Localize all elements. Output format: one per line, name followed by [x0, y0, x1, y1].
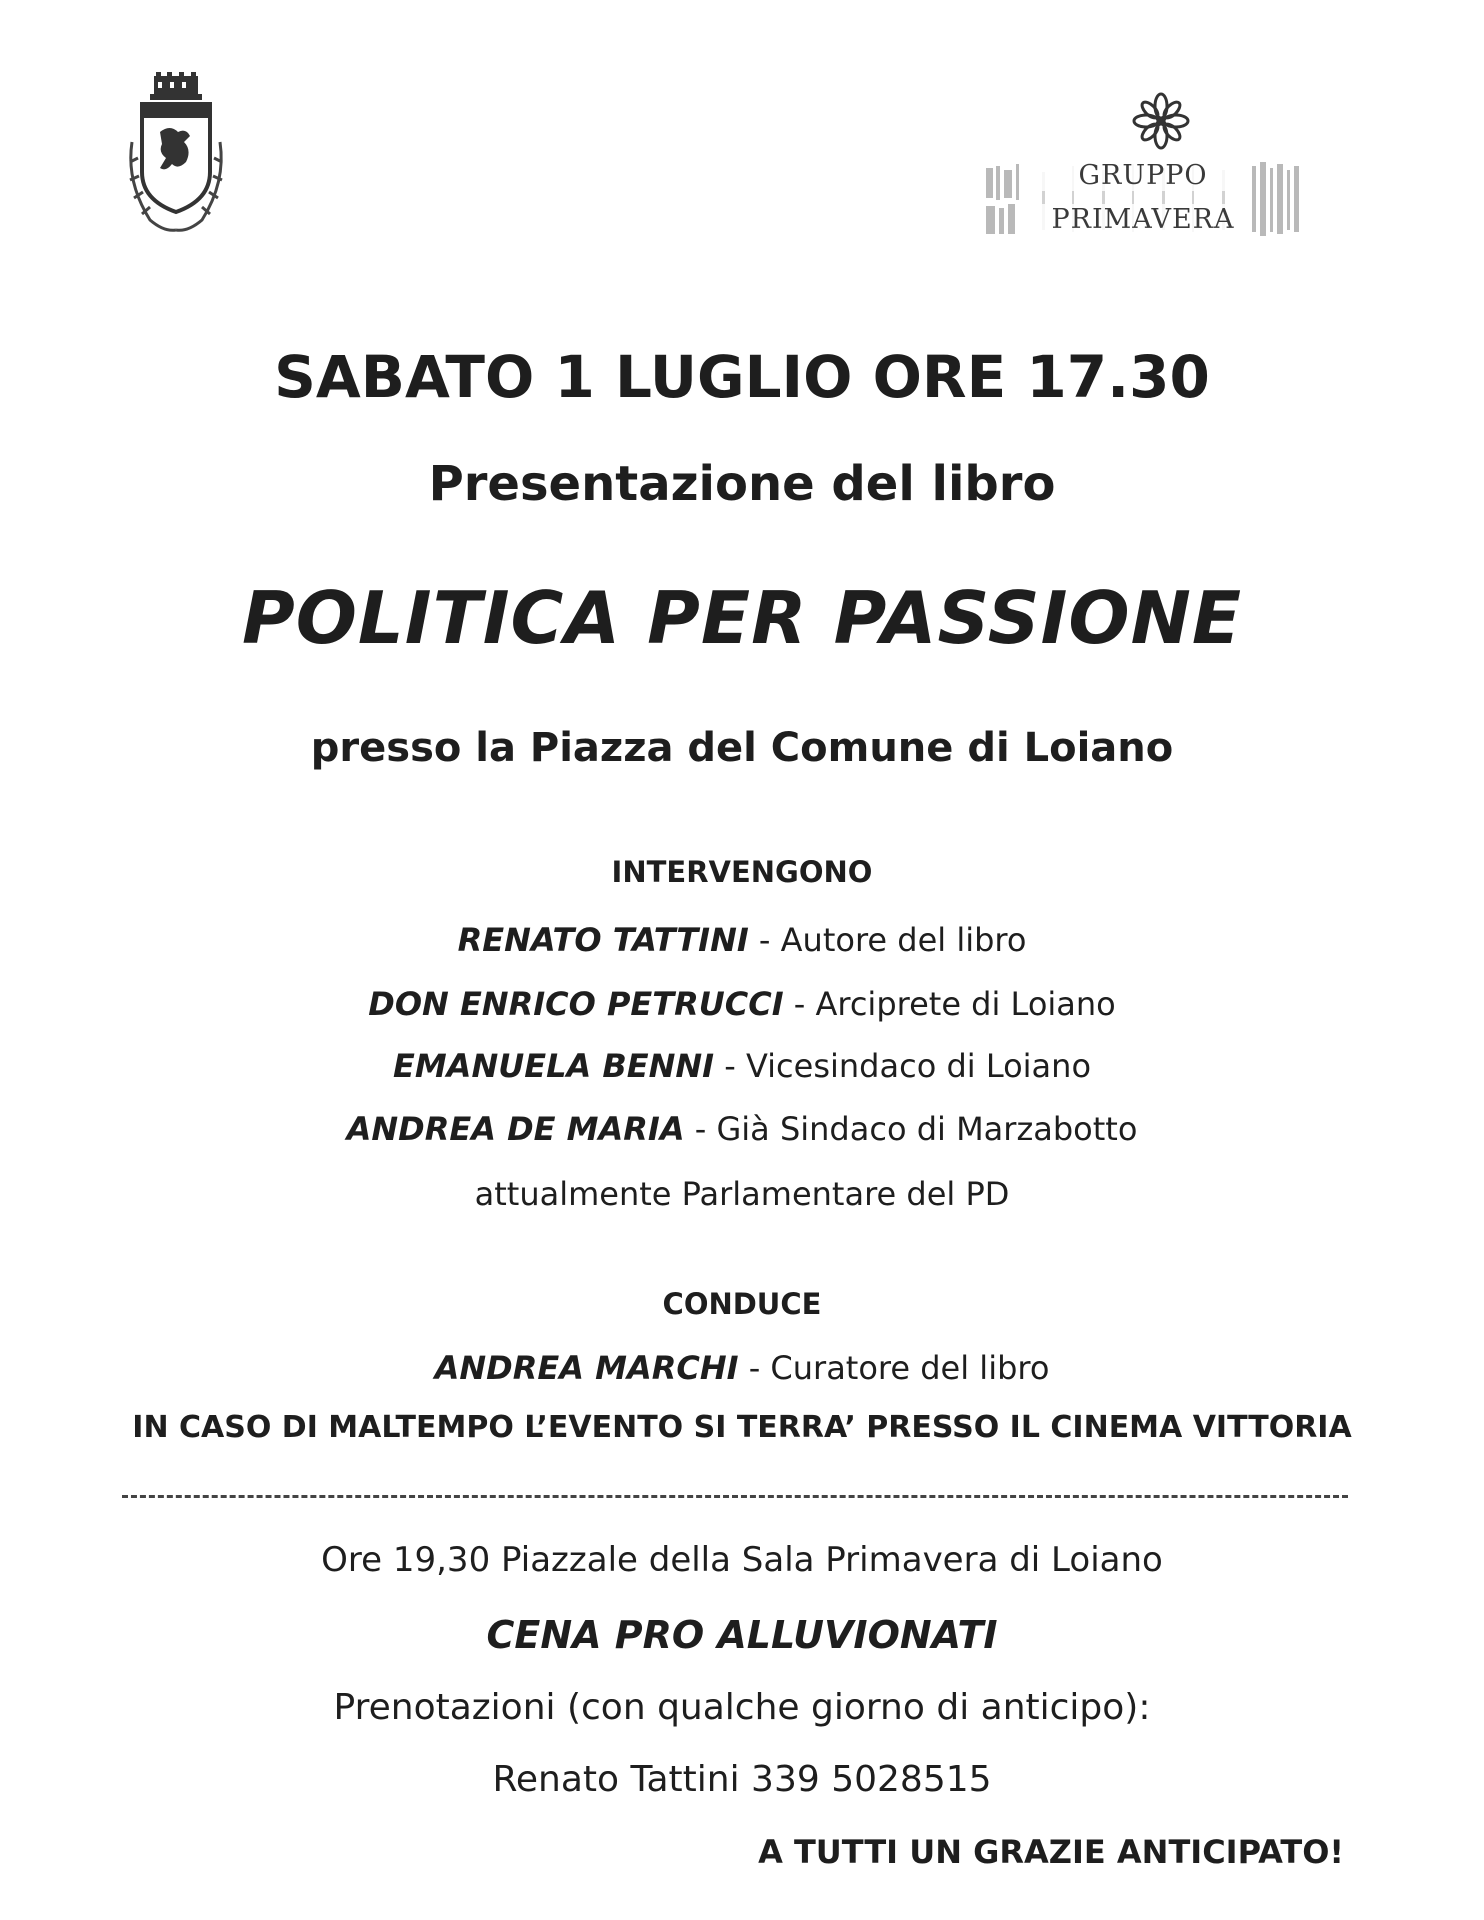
speaker-role: - Autore del libro: [748, 921, 1027, 959]
speaker-line: [0, 1047, 1484, 1085]
speaker-name: RENATO TATTINI: [457, 921, 749, 959]
speaker-line: [0, 1110, 1484, 1148]
gruppo-primavera-logo: [982, 92, 1302, 262]
speaker-name: DON ENRICO PETRUCCI: [368, 985, 784, 1023]
event-subtitle: Presentazione del libro: [428, 456, 1056, 512]
event-venue: presso la Piazza del Comune di Loiano: [310, 725, 1174, 771]
weather-note: IN CASO DI MALTEMPO L’EVENTO SI TERRA’ PRESSO IL CINEMA VITTORIA: [132, 1410, 1352, 1445]
flower-icon: [1132, 92, 1190, 150]
moderator-name: ANDREA MARCHI: [434, 1349, 739, 1387]
logo-text-primavera: PRIMAVERA: [1038, 204, 1248, 235]
booking-info: Prenotazioni (con qualche giorno di anticipo):: [333, 1687, 1151, 1728]
speaker-name: EMANUELA BENNI: [392, 1047, 715, 1085]
logo-text-gruppo: GRUPPO: [1038, 160, 1248, 191]
book-title: POLITICA PER PASSIONE: [241, 576, 1243, 660]
booking-contact: Renato Tattini 339 5028515: [492, 1759, 992, 1800]
dinner-time-place: Ore 19,30 Piazzale della Sala Primavera di Loiano: [321, 1540, 1163, 1580]
speaker-role: - Vicesindaco di Loiano: [714, 1047, 1092, 1085]
dashed-divider: [122, 1495, 1348, 1498]
event-date: SABATO 1 LUGLIO ORE 17.30: [274, 343, 1210, 411]
speaker-note: attualmente Parlamentare del PD: [474, 1175, 1010, 1213]
speaker-role: - Già Sindaco di Marzabotto: [684, 1110, 1138, 1148]
moderator-line: [0, 1349, 1484, 1387]
speaker-line: [0, 985, 1484, 1023]
dinner-title: CENA PRO ALLUVIONATI: [486, 1613, 998, 1657]
speaker-line: [0, 921, 1484, 959]
speaker-name: ANDREA DE MARIA: [346, 1110, 685, 1148]
moderator-role: - Curatore del libro: [738, 1349, 1050, 1387]
speakers-heading: INTERVENGONO: [611, 855, 873, 889]
moderator-heading: CONDUCE: [662, 1287, 822, 1321]
thanks-note: A TUTTI UN GRAZIE ANTICIPATO!: [758, 1833, 1344, 1871]
municipal-crest-icon: [120, 72, 232, 240]
speaker-role: - Arciprete di Loiano: [783, 985, 1116, 1023]
